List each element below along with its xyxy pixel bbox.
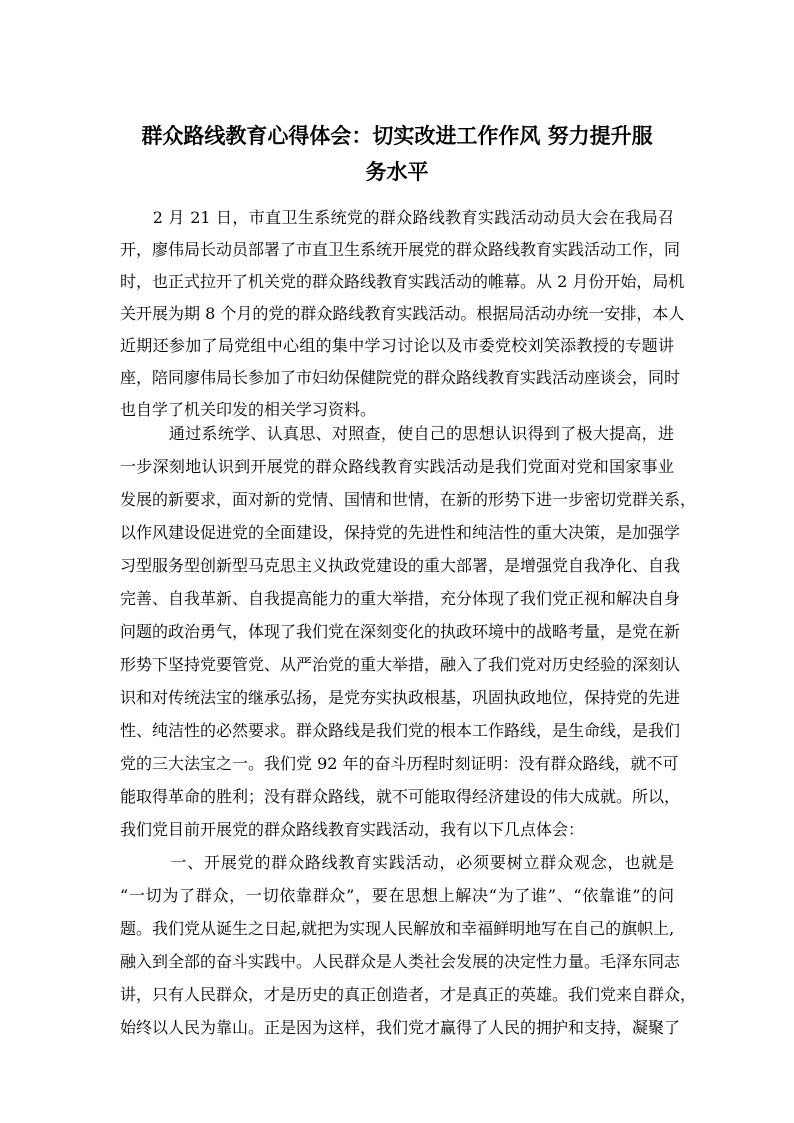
body-line: 一步深刻地认识到开展党的群众路线教育实践活动是我们党面对党和国家事业 [120, 457, 674, 476]
body-line: 讲，只有人民群众，才是历史的真正创造者，才是真正的英雄。我们党来自群众， [120, 985, 697, 1004]
body-line: 融入到全部的奋斗实践中。人民群众是人类社会发展的决定性力量。毛泽东同志 [120, 952, 681, 971]
body-line: 发展的新要求，面对新的党情、国情和世情，在新的形势下进一步密切党群关系， [120, 490, 697, 509]
document-title-line-2: 务水平 [365, 159, 429, 184]
body-line: 题。我们党从诞生之日起,就把为实现人民解放和幸福鲜明地写在自己的旗帜上, [120, 919, 675, 938]
body-line: 2 月 21 日，市直卫生系统党的群众路线教育实践活动动员大会在我局召 [120, 208, 674, 227]
body-line: 形势下坚持党要管党、从严治党的重大举措，融入了我们党对历史经验的深刻认 [120, 655, 681, 674]
body-line: 近期还参加了局党组中心组的集中学习讨论以及市委党校刘笑添教授的专题讲 [120, 336, 674, 355]
body-line: 一、开展党的群众路线教育实践活动，必须要树立群众观念，也就是 [120, 853, 674, 872]
body-line: 问题的政治勇气，体现了我们党在深刻变化的执政环境中的战略考量，是党在新 [120, 622, 681, 641]
body-line: 关开展为期 8 个月的党的群众路线教育实践活动。根据局活动办统一安排，本人 [120, 304, 685, 323]
body-line: 时，也正式拉开了机关党的群众路线教育实践活动的帷幕。从 2 月份开始，局机 [120, 272, 685, 291]
body-line: 性、纯洁性的必然要求。群众路线是我们党的根本工作路线，是生命线，是我们 [120, 721, 681, 740]
body-line: 能取得革命的胜利；没有群众路线，就不可能取得经济建设的伟大成就。所以， [120, 787, 681, 806]
body-line: 始终以人民为靠山。正是因为这样，我们党才赢得了人民的拥护和支持，凝聚了 [120, 1018, 681, 1037]
body-line: 习型服务型创新型马克思主义执政党建设的重大部署，是增强党自我净化、自我 [120, 556, 681, 575]
body-line: “一切为了群众，一切依靠群众”，要在思想上解决“为了谁”、“依靠谁”的问 [120, 886, 674, 905]
body-line: 通过系统学、认真思、对照查，使自己的思想认识得到了极大提高，进 [120, 424, 674, 443]
body-line: 识和对传统法宝的继承弘扬，是党夯实执政根基，巩固执政地位，保持党的先进 [120, 688, 681, 707]
body-line: 完善、自我革新、自我提高能力的重大举措，充分体现了我们党正视和解决自身 [120, 589, 681, 608]
document-title-line-1: 群众路线教育心得体会：切实改进工作作风 努力提升服 [141, 123, 653, 148]
body-line: 也自学了机关印发的相关学习资料。 [120, 400, 377, 419]
body-line: 我们党目前开展党的群众路线教育实践活动，我有以下几点体会： [120, 820, 585, 839]
body-line: 以作风建设促进党的全面建设，保持党的先进性和纯洁性的重大决策，是加强学 [120, 523, 681, 542]
body-line: 座，陪同廖伟局长参加了市妇幼保健院党的群众路线教育实践活动座谈会，同时 [120, 368, 681, 387]
body-line: 党的三大法宝之一。我们党 92 年的奋斗历程时刻证明：没有群众路线，就不可 [120, 754, 679, 773]
body-line: 开，廖伟局长动员部署了市直卫生系统开展党的群众路线教育实践活动工作，同 [120, 240, 681, 259]
